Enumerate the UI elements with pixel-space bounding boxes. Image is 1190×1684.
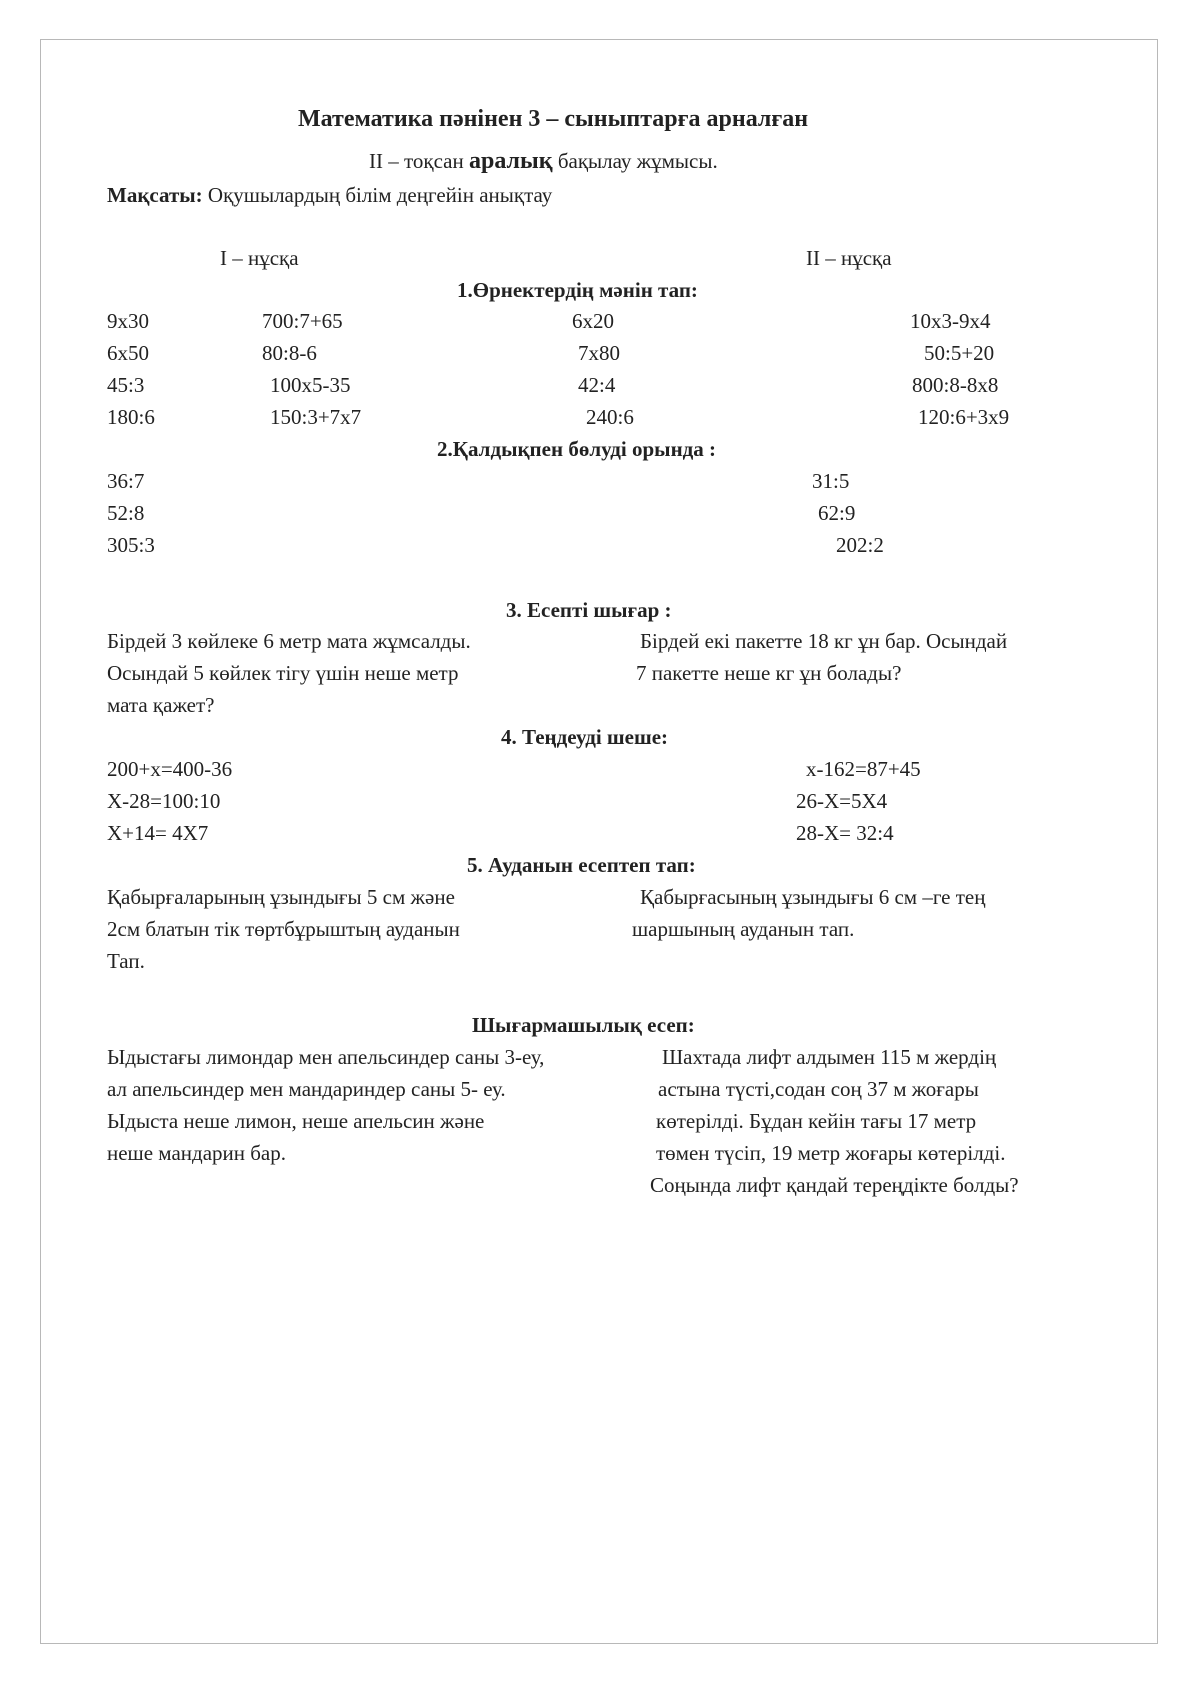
variant-2-label: II – нұсқа <box>806 246 892 270</box>
variant-1-label: I – нұсқа <box>220 246 299 270</box>
problem-line: Қабырғаларының ұзындығы 5 см және <box>107 885 455 909</box>
equation: 28-X= 32:4 <box>796 821 894 845</box>
problem-line: неше мандарин бар. <box>107 1141 286 1165</box>
division-item: 36:7 <box>107 469 145 493</box>
section-5-heading: 5. Ауданын есептеп тап: <box>467 853 696 877</box>
problem-line: төмен түсіп, 19 метр жоғары көтерілді. <box>656 1141 1006 1165</box>
equation: 26-X=5X4 <box>796 789 888 813</box>
document-subtitle <box>369 148 718 174</box>
problem-line: Соңында лифт қандай тереңдікте болды? <box>650 1173 1019 1197</box>
expr: 10x3-9x4 <box>910 309 991 333</box>
problem-line: көтерілді. Бұдан кейін тағы 17 метр <box>656 1109 977 1133</box>
problem-line: 7 пакетте неше кг ұн болады? <box>636 661 902 685</box>
problem-line: Ыдыста неше лимон, неше апельсин және <box>107 1109 485 1133</box>
problem-line: мата қажет? <box>107 693 215 717</box>
equation: X+14= 4X7 <box>107 821 209 845</box>
division-item: 202:2 <box>836 533 884 557</box>
section-4-heading: 4. Теңдеуді шеше: <box>501 725 669 749</box>
expr: 800:8-8x8 <box>912 373 999 397</box>
problem-line: шаршының ауданын тап. <box>632 917 855 941</box>
division-item: 31:5 <box>812 469 850 493</box>
expr: 6x50 <box>107 341 149 365</box>
problem-line: ал апельсиндер мен мандариндер саны 5- еу. <box>107 1077 506 1101</box>
problem-line: Қабырғасының ұзындығы 6 см –ге тең <box>640 885 986 909</box>
section-1-heading: 1.Өрнектердің мәнін тап: <box>457 278 698 302</box>
goal-text: Оқушылардың білім деңгейін анықтау <box>202 183 553 207</box>
expr: 700:7+65 <box>262 309 343 333</box>
problem-line: Бірдей екі пакетте 18 кг ұн бар. Осындай <box>640 629 1008 653</box>
division-item: 305:3 <box>107 533 155 557</box>
problem-line: Осындай 5 көйлек тігу үшін неше метр <box>107 661 459 685</box>
expr: 42:4 <box>578 373 616 397</box>
section-2-heading: 2.Қалдықпен бөлуді орында : <box>437 437 717 461</box>
goal-line <box>107 182 552 208</box>
expr: 150:3+7x7 <box>270 405 362 429</box>
equation: 200+x=400-36 <box>107 757 233 781</box>
expr: 7x80 <box>578 341 620 365</box>
division-item: 62:9 <box>818 501 856 525</box>
equation: x-162=87+45 <box>806 757 921 781</box>
equation: X-28=100:10 <box>107 789 221 813</box>
document-title: Математика пәнінен 3 – сыныптарға арналған <box>298 106 809 132</box>
subtitle-pre: II – тоқсан <box>369 149 469 173</box>
division-item: 52:8 <box>107 501 145 525</box>
problem-line: Ыдыстағы лимондар мен апельсиндер саны 3-еу, <box>107 1045 545 1069</box>
expr: 120:6+3x9 <box>918 405 1010 429</box>
problem-line: Шахтада лифт алдымен 115 м жердің <box>662 1045 997 1069</box>
section-6-heading: Шығармашылық есеп: <box>472 1013 695 1037</box>
expr: 6x20 <box>572 309 614 333</box>
expr: 100x5-35 <box>270 373 351 397</box>
problem-line: 2см блатын тік төртбұрыштың ауданын <box>107 917 460 941</box>
problem-line: Бірдей 3 көйлеке 6 метр мата жұмсалды. <box>107 629 471 653</box>
expr: 80:8-6 <box>262 341 317 365</box>
goal-label: Мақсаты: <box>107 183 203 207</box>
expr: 9x30 <box>107 309 149 333</box>
expr: 180:6 <box>107 405 155 429</box>
subtitle-bold: аралық <box>468 148 553 174</box>
section-3-heading: 3. Есепті шығар : <box>506 598 672 622</box>
problem-line: Тап. <box>107 949 145 973</box>
expr: 240:6 <box>586 405 634 429</box>
expr: 45:3 <box>107 373 145 397</box>
subtitle-post: бақылау жұмысы. <box>552 149 718 173</box>
expr: 50:5+20 <box>924 341 995 365</box>
problem-line: астына түсті,содан соң 37 м жоғары <box>658 1077 979 1101</box>
